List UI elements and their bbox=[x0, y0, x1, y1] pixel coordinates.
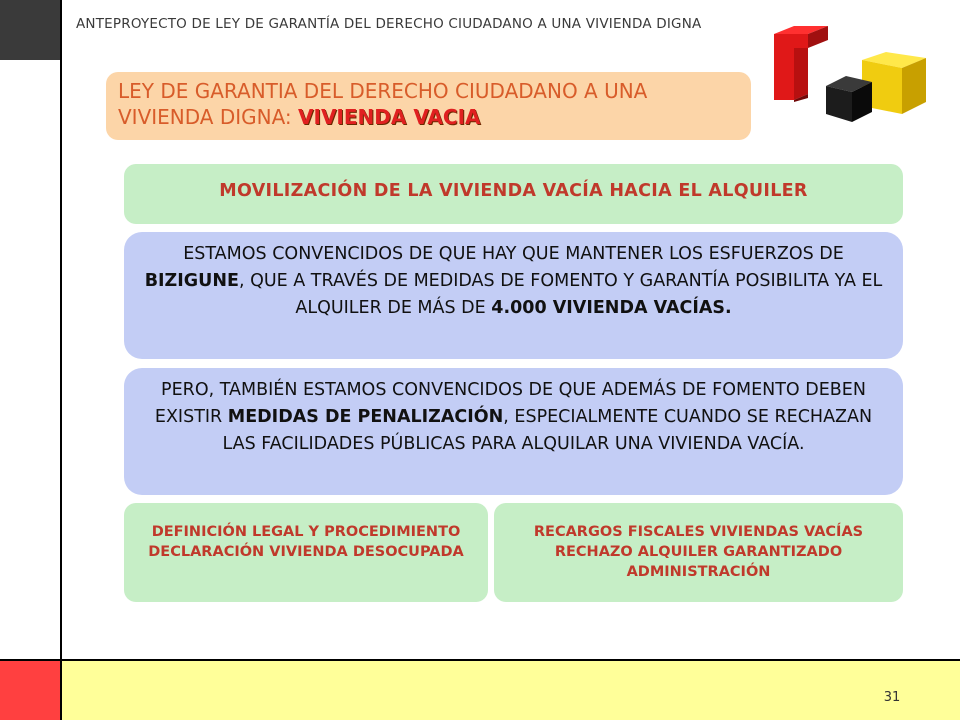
convinced-text-part1: ESTAMOS CONVENCIDOS DE QUE HAY QUE MANTENER LOS ESFUERZOS DE bbox=[183, 244, 844, 264]
penalty-measures-label: MEDIDAS DE PENALIZACIÓN bbox=[227, 407, 504, 427]
page-number: 31 bbox=[883, 690, 901, 705]
penalty-text-part2: , ESPECIALMENTE CUANDO SE RECHAZAN LAS FACILIDADES PÚBLICAS PARA ALQUILAR UNA VIVIENDA VACÍA. bbox=[222, 407, 873, 454]
legal-definition-text: DEFINICIÓN LEGAL Y PROCEDIMIENTO DECLARACIÓN VIVIENDA DESOCUPADA bbox=[148, 524, 464, 560]
slide-header: ANTEPROYECTO DE LEY DE GARANTÍA DEL DERECHO CIUDADANO A UNA VIVIENDA DIGNA bbox=[76, 16, 702, 32]
penalty-text bbox=[140, 377, 887, 458]
section-title: MOVILIZACIÓN DE LA VIVIENDA VACÍA HACIA EL ALQUILER bbox=[219, 181, 808, 201]
convinced-text-part2: , QUE A TRAVÉS DE MEDIDAS DE FOMENTO Y GARANTÍA POSIBILITA YA EL ALQUILER DE MÁS DE bbox=[238, 271, 883, 318]
bizigune-label: BIZIGUNE bbox=[144, 271, 239, 291]
3d-blocks-logo-icon bbox=[768, 20, 938, 130]
vacant-count: 4.000 VIVIENDA VACÍAS. bbox=[491, 298, 732, 318]
penalty-text-part1: PERO, TAMBIÉN ESTAMOS CONVENCIDOS DE QUE ADEMÁS DE FOMENTO DEBEN EXISTIR bbox=[154, 380, 866, 427]
convinced-text bbox=[140, 241, 887, 322]
subtitle-accent: VIVIENDA VACIA bbox=[298, 105, 481, 129]
subtitle-line: LEY DE GARANTIA DEL DERECHO CIUDADANO A UNA VIVIENDA DIGNA: bbox=[118, 79, 648, 129]
subtitle-text bbox=[118, 78, 743, 130]
footer-red-block bbox=[0, 661, 60, 720]
corner-block bbox=[0, 0, 60, 60]
footer-bar bbox=[62, 661, 960, 720]
vertical-rule bbox=[60, 0, 62, 720]
fiscal-surcharge-text: RECARGOS FISCALES VIVIENDAS VACÍAS RECHAZO ALQUILER GARANTIZADO ADMINISTRACIÓN bbox=[533, 524, 864, 580]
